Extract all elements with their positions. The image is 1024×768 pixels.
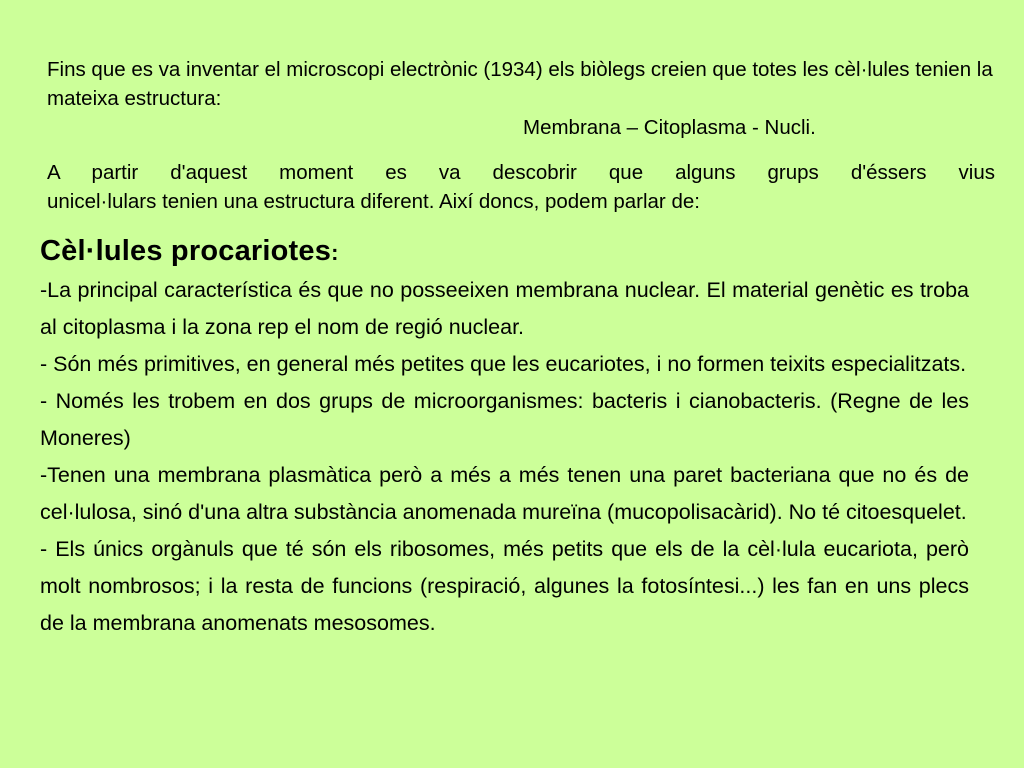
section-heading-text: Cèl·lules procariotes [40, 235, 332, 267]
intro-structure-line: Membrana – Citoplasma - Nucli. [523, 116, 816, 139]
bullet-item-groups: - Només les trobem en dos grups de microorganismes: bacteris i cianobacteris. (Regne de les Moneres) [40, 389, 969, 450]
intro-paragraph-1: Fins que es va inventar el microscopi electrònic (1934) els biòlegs creien que totes les cèl·lules tenien la mateixa estructura: [47, 58, 993, 110]
bullet-item-nuclear-membrane: -La principal característica és que no posseeixen membrana nuclear. El material genètic es troba al citoplasma i la zona rep el nom de regió nuclear. [40, 278, 969, 339]
section-heading [40, 231, 339, 273]
bullet-item-organelles: - Els únics orgànuls que té són els ribosomes, més petits que els de la cèl·lula eucariota, però molt nombrosos; i la resta de funcions (respiració, algunes la fotosíntesi...) les fan en uns plecs de la membrana anomenats mesosomes. [40, 537, 969, 635]
bullet-list [40, 272, 969, 642]
intro-paragraph-2-line-2: unicel·lulars tenien una estructura diferent. Així doncs, podem parlar de: [47, 190, 700, 213]
bullet-item-primitive: - Són més primitives, en general més petites que les eucariotes, i no formen teixits especialitzats. [40, 352, 967, 376]
section-heading-colon: : [331, 240, 339, 265]
bullet-item-membrane-wall: -Tenen una membrana plasmàtica però a més a més tenen una paret bacteriana que no és de cel·lulosa, sinó d'una altra substància anomenada mureïna (mucopolisacàrid). No té citoesquelet. [40, 463, 969, 524]
intro-paragraph-2 [47, 158, 995, 216]
intro-paragraph-2-line-1: A partir d'aquest moment es va descobrir que alguns grups d'éssers vius [47, 161, 995, 184]
